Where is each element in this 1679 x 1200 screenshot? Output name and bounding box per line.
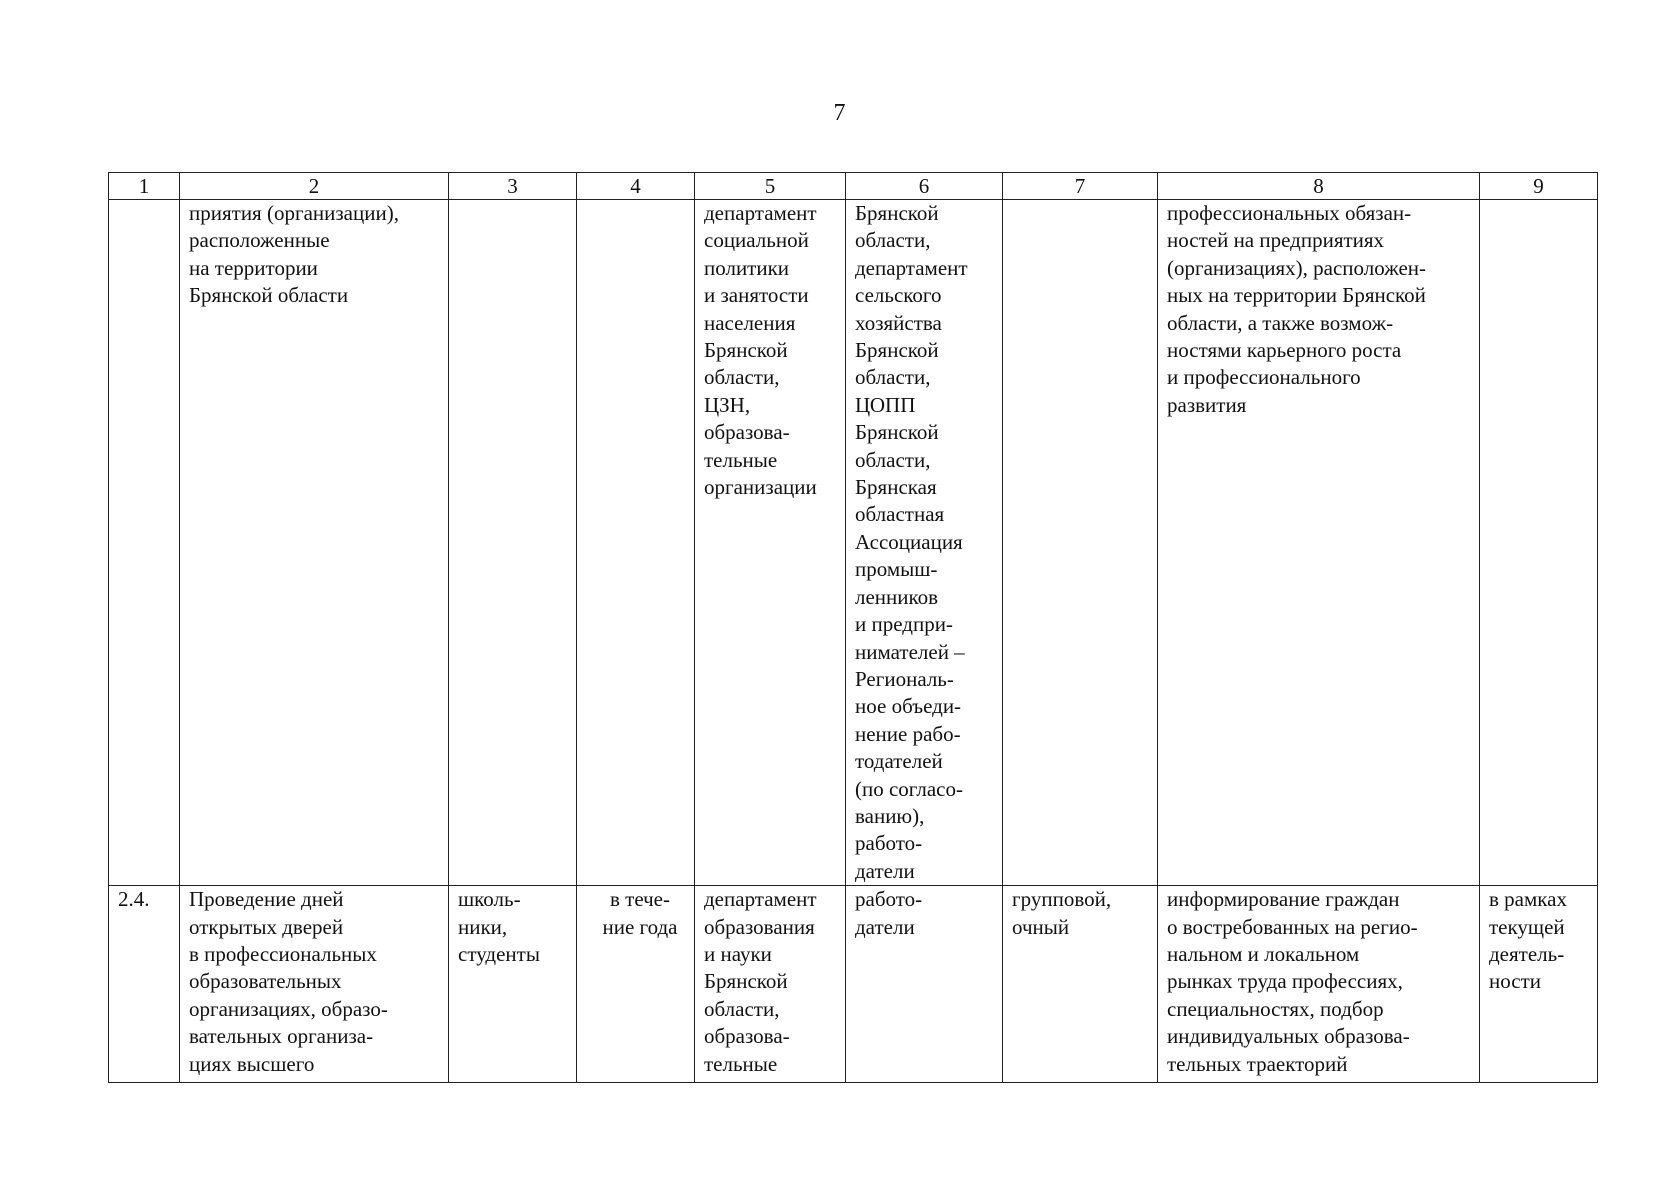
event-cell	[180, 886, 449, 1083]
cell-text-line: тельные	[704, 1051, 778, 1076]
cell-text-line: ванию),	[855, 803, 925, 828]
cell-text-line: рынках труда профессиях,	[1167, 969, 1403, 994]
cell-text-line: очный	[1012, 914, 1070, 939]
cell-text-line: расположенные	[189, 228, 330, 253]
cell-text-line: и занятости	[704, 283, 809, 308]
cell-text-line: тодателей	[855, 749, 943, 774]
cell-text-line: ЦОПП	[855, 392, 916, 417]
cell-text-line: на территории	[189, 255, 318, 280]
cell-text-line: нение рабо-	[855, 721, 961, 746]
cell-text-line: сельского	[855, 283, 942, 308]
table-row	[109, 886, 1598, 1083]
cell-text-line: 2.4.	[118, 887, 150, 912]
cell-text-line: тельных траекторий	[1167, 1051, 1348, 1076]
cell-text-line: департамент	[704, 887, 817, 912]
event-cell	[180, 200, 449, 886]
number-cell	[109, 886, 180, 1083]
cell-text-line: ние года	[602, 914, 678, 939]
cell-text-line: Региональ-	[855, 666, 954, 691]
cell-text-line: области,	[855, 228, 931, 253]
participants-cell	[449, 886, 577, 1083]
cell-text-line: области, а также возмож-	[1167, 310, 1394, 335]
cell-text-line: циях высшего	[189, 1051, 315, 1076]
period-cell	[577, 886, 695, 1083]
header-cell: 9	[1480, 173, 1598, 200]
header-cell: 6	[846, 173, 1003, 200]
cell-text-line: профессиональных обязан-	[1167, 201, 1412, 225]
cell-text-line: нимателей –	[855, 639, 965, 664]
cell-text-line: области,	[855, 447, 931, 472]
cell-text-line: (по согласо-	[855, 776, 963, 801]
cell-text-line: Брянской	[855, 338, 939, 363]
cell-text-line: в рамках	[1489, 887, 1567, 912]
cell-text-line: департамент	[855, 255, 968, 280]
cell-text-line: датели	[855, 914, 915, 939]
cell-text-line: организации	[704, 475, 817, 500]
plan-table	[108, 172, 1598, 1083]
cell-text-line: вательных организа-	[189, 1024, 374, 1049]
funding-cell	[1480, 886, 1598, 1083]
cell-text-line: датели	[855, 858, 915, 883]
cell-text-line: образовательных	[189, 969, 342, 994]
cell-text-line: ники,	[458, 914, 508, 939]
period-cell	[577, 200, 695, 886]
cell-text-line: о востребованных на регио-	[1167, 914, 1418, 939]
number-cell	[109, 200, 180, 886]
cell-text-line: индивидуальных образова-	[1167, 1024, 1410, 1049]
partners-cell	[846, 886, 1003, 1083]
cell-text-line: в тече-	[609, 887, 671, 912]
cell-text-line: групповой,	[1012, 887, 1112, 912]
result-cell	[1158, 886, 1480, 1083]
cell-text-line: Ассоциация	[855, 529, 963, 554]
cell-text-line: Брянской области	[189, 283, 349, 308]
cell-text-line: образова-	[704, 1024, 790, 1049]
cell-text-line: Брянской	[855, 420, 939, 445]
cell-text-line: специальностях, подбор	[1167, 996, 1384, 1021]
partners-cell	[846, 200, 1003, 886]
cell-text-line: (организациях), расположен-	[1167, 255, 1426, 280]
cell-text-line: деятель-	[1489, 941, 1565, 966]
cell-text-line: ЦЗН,	[704, 392, 751, 417]
responsible-cell	[695, 886, 846, 1083]
cell-text-line: Брянской	[855, 201, 939, 225]
header-cell: 2	[180, 173, 449, 200]
header-row	[109, 173, 1598, 200]
format-cell	[1003, 886, 1158, 1083]
cell-text-line: области,	[704, 996, 780, 1021]
cell-text-line: области,	[855, 365, 931, 390]
cell-text-line: работо-	[855, 831, 923, 856]
cell-text-line: ности	[1489, 969, 1541, 994]
cell-text-line: школь-	[458, 887, 521, 912]
header-cell: 3	[449, 173, 577, 200]
cell-text-line: тельные	[704, 447, 778, 472]
header-cell: 4	[577, 173, 695, 200]
table-row	[109, 200, 1598, 886]
page-number: 7	[833, 100, 846, 126]
cell-text-line: и профессионального	[1167, 365, 1361, 390]
funding-cell	[1480, 200, 1598, 886]
cell-text-line: Брянской	[704, 338, 788, 363]
cell-text-line: области,	[704, 365, 780, 390]
cell-text-line: хозяйства	[855, 310, 942, 335]
cell-text-line: политики	[704, 255, 790, 280]
participants-cell	[449, 200, 577, 886]
header-cell: 7	[1003, 173, 1158, 200]
cell-text-line: в профессиональных	[189, 941, 377, 966]
cell-text-line: населения	[704, 310, 796, 335]
responsible-cell	[695, 200, 846, 886]
cell-text-line: ностей на предприятиях	[1167, 228, 1385, 253]
header-cell: 1	[109, 173, 180, 200]
cell-text-line: образования	[704, 914, 815, 939]
cell-text-line: ных на территории Брянской	[1167, 283, 1426, 308]
cell-text-line: нальном и локальном	[1167, 941, 1360, 966]
result-cell	[1158, 200, 1480, 886]
cell-text-line: Проведение дней	[189, 887, 344, 912]
cell-text-line: ностями карьерного роста	[1167, 338, 1402, 363]
cell-text-line: работо-	[855, 887, 923, 912]
cell-text-line: студенты	[458, 941, 540, 966]
cell-text-line: социальной	[704, 228, 809, 253]
format-cell	[1003, 200, 1158, 886]
cell-text-line: текущей	[1489, 914, 1565, 939]
cell-text-line: и предпри-	[855, 612, 953, 637]
cell-text-line: и науки	[704, 941, 772, 966]
cell-text-line: открытых дверей	[189, 914, 344, 939]
cell-text-line: организациях, образо-	[189, 996, 388, 1021]
cell-text-line: областная	[855, 502, 945, 527]
cell-text-line: приятия (организации),	[189, 201, 399, 225]
cell-text-line: информирование граждан	[1167, 887, 1400, 912]
cell-text-line: Брянской	[704, 969, 788, 994]
cell-text-line: департамент	[704, 201, 817, 225]
cell-text-line: развития	[1167, 392, 1247, 417]
header-cell: 5	[695, 173, 846, 200]
cell-text-line: ленников	[855, 584, 939, 609]
cell-text-line: ное объеди-	[855, 694, 962, 719]
cell-text-line: промыш-	[855, 557, 938, 582]
cell-text-line: Брянская	[855, 475, 937, 500]
cell-text-line: образова-	[704, 420, 790, 445]
header-cell: 8	[1158, 173, 1480, 200]
